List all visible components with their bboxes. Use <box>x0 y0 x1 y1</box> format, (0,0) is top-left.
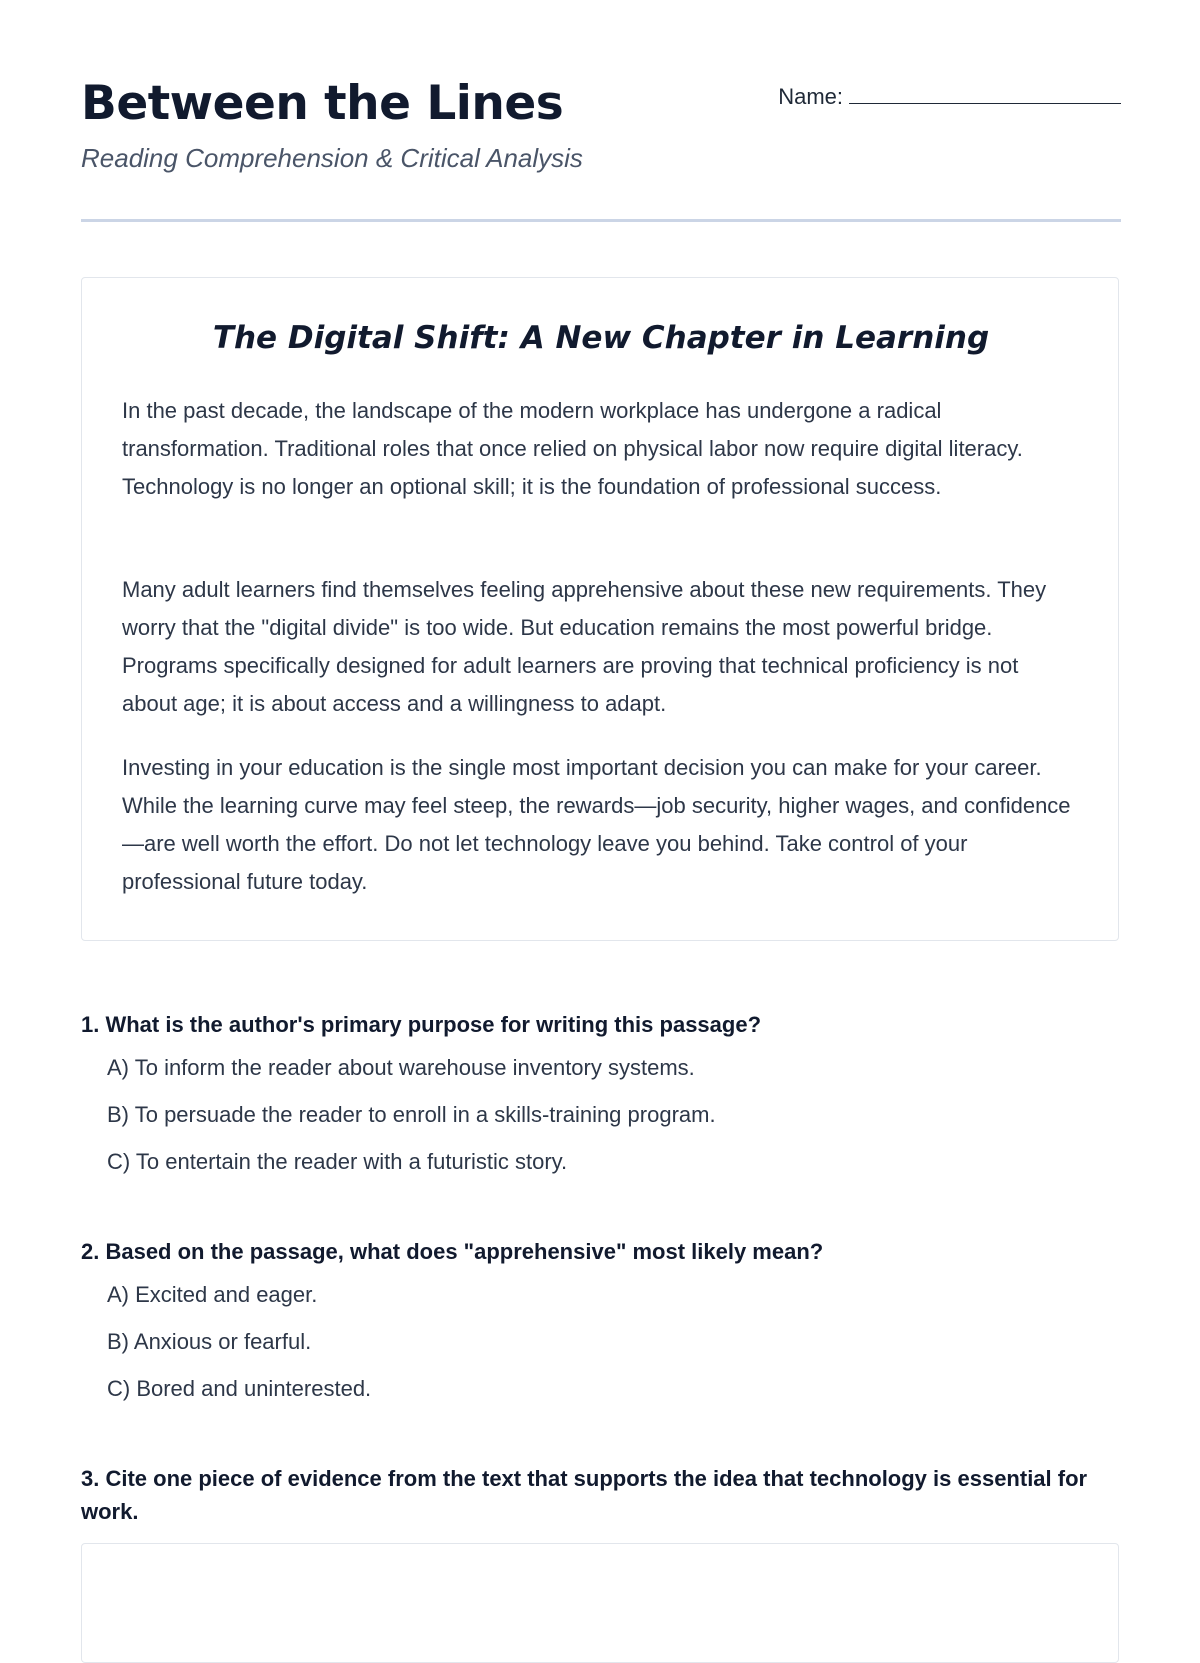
worksheet-page <box>81 0 1121 1524</box>
passage-paragraph: Many adult learners find themselves feeling apprehensive about these new requirements. They worry that the "digital divide" is too wide. But education remains the most powerful bridge. Programs specifically designed for adult learners are proving that technical proficiency is not about age; it is about access and a willingness to adapt. <box>122 577 1047 716</box>
passage-paragraph: In the past decade, the landscape of the modern workplace has undergone a radical transformation. Traditional roles that once relied on physical labor now require digital literacy. Technology is no longer an optional skill; it is the foundation of professional success. <box>122 398 1023 499</box>
name-label: Name: <box>778 84 843 109</box>
question-1-option-a[interactable]: A) To inform the reader about warehouse inventory systems. <box>107 1055 695 1080</box>
name-blank-line[interactable] <box>849 85 1121 104</box>
passage-paragraph: Investing in your education is the single most important decision you can make for your career. While the learning curve may feel steep, the rewards—job security, higher wages, and confidence—are well worth the effort. Do not let technology leave you behind. Take control of your professional future today. <box>122 755 1071 894</box>
question-1-option-c[interactable]: C) To entertain the reader with a futuristic story. <box>107 1149 568 1174</box>
worksheet-header <box>81 0 1121 222</box>
question-1-option-b[interactable]: B) To persuade the reader to enroll in a skills-training program. <box>107 1102 716 1127</box>
question-2: 2. Based on the passage, what does "apprehensive" most likely mean? <box>81 1239 824 1264</box>
question-3: 3. Cite one piece of evidence from the text that supports the idea that technology is essential for work. <box>81 1466 1088 1524</box>
header-divider <box>81 219 1121 222</box>
worksheet-title: Between the Lines <box>81 76 564 131</box>
question-2-option-c[interactable]: C) Bored and uninterested. <box>107 1376 372 1401</box>
name-field[interactable] <box>778 84 1121 110</box>
question-1: 1. What is the author's primary purpose for writing this passage? <box>81 1012 762 1037</box>
question-2-option-a[interactable]: A) Excited and eager. <box>107 1282 318 1307</box>
question-2-option-b[interactable]: B) Anxious or fearful. <box>107 1329 312 1354</box>
question-3-answer-box[interactable] <box>81 1543 1119 1663</box>
worksheet-subtitle: Reading Comprehension & Critical Analysis <box>81 143 583 173</box>
passage-title: The Digital Shift: A New Chapter in Learning <box>212 320 990 356</box>
